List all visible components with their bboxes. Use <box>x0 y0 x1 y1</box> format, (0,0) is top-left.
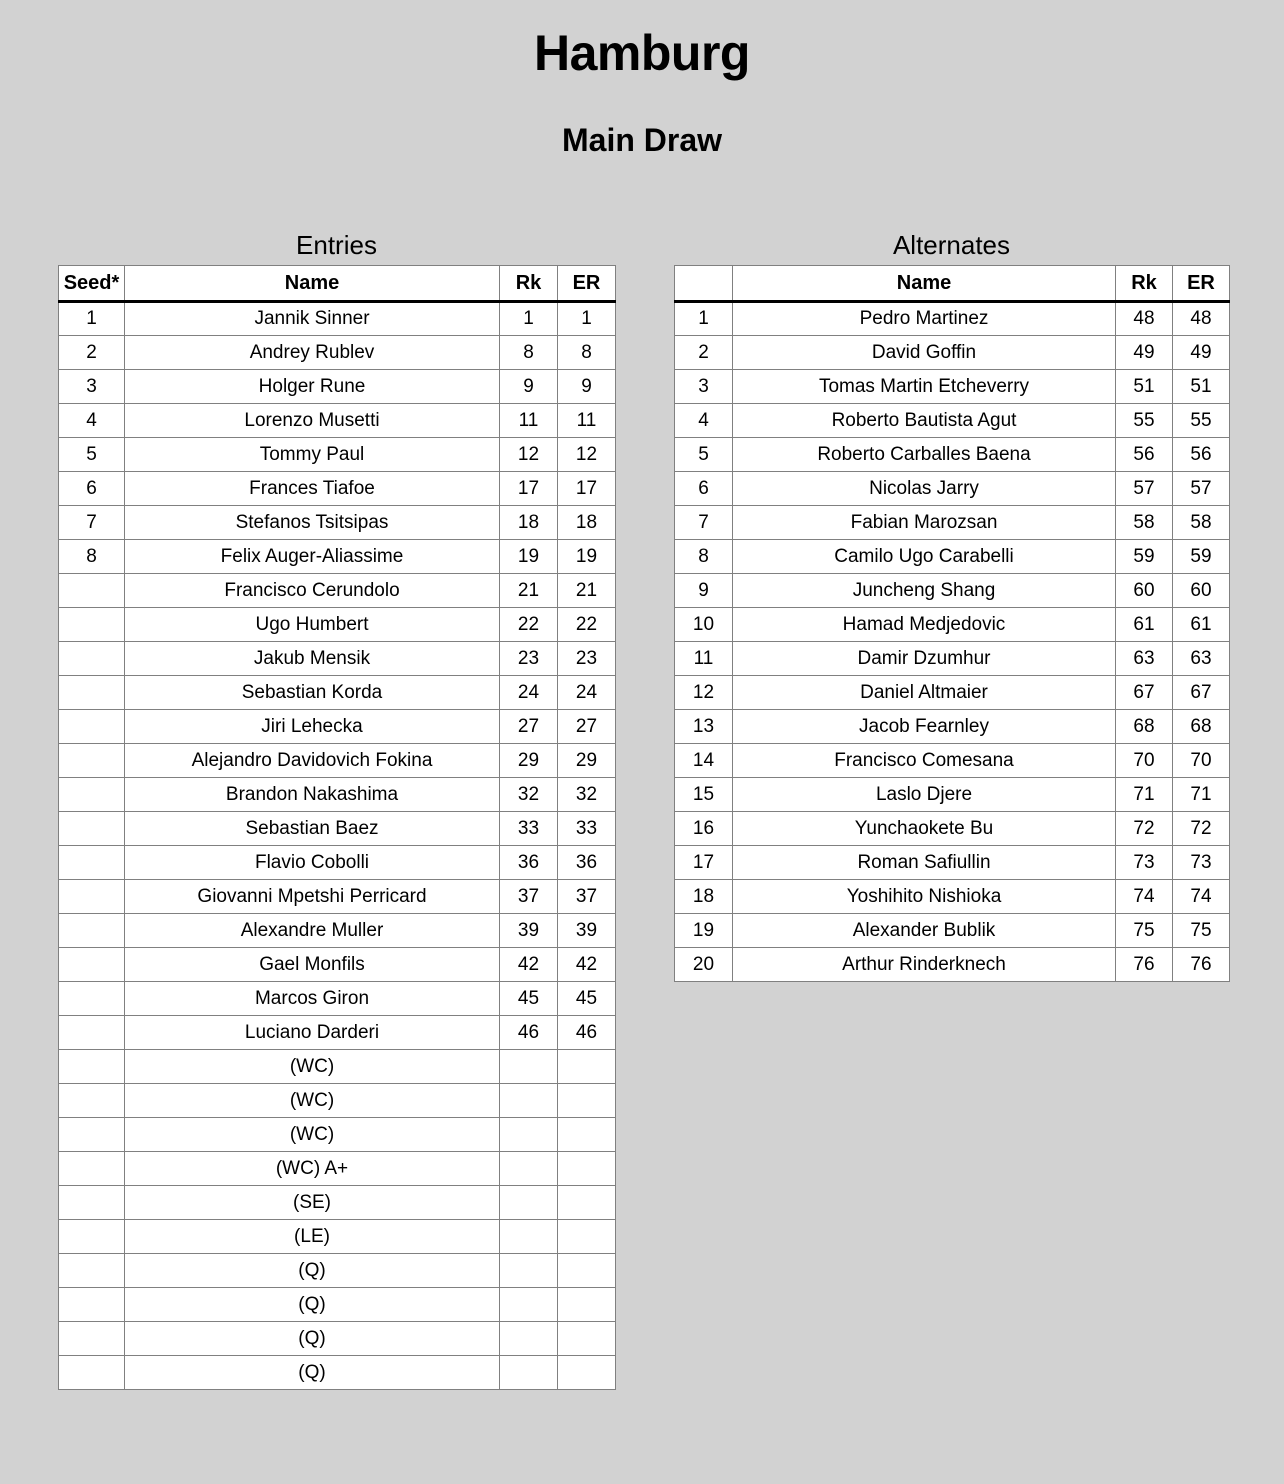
entries-row-rk: 23 <box>500 642 558 676</box>
entries-row-name: Felix Auger-Aliassime <box>125 540 500 574</box>
entries-row-er: 9 <box>558 370 616 404</box>
alternates-row-seed: 5 <box>675 438 733 472</box>
entries-section-title: Entries <box>296 230 377 260</box>
entries-row-name: Sebastian Korda <box>125 676 500 710</box>
table-row <box>675 608 1230 642</box>
entries-row-seed <box>59 1186 125 1220</box>
entries-row-er <box>558 1288 616 1322</box>
alternates-row-seed: 12 <box>675 676 733 710</box>
entries-row-name: (WC) <box>125 1050 500 1084</box>
alternates-row-rk: 67 <box>1116 676 1173 710</box>
table-row <box>675 472 1230 506</box>
entries-row-seed: 8 <box>59 540 125 574</box>
alternates-row-rk: 68 <box>1116 710 1173 744</box>
alternates-row-er: 75 <box>1173 914 1230 948</box>
entries-row-rk: 32 <box>500 778 558 812</box>
entries-row-seed: 7 <box>59 506 125 540</box>
alternates-row-rk: 72 <box>1116 812 1173 846</box>
entries-row-name: Sebastian Baez <box>125 812 500 846</box>
entries-row-name: (Q) <box>125 1356 500 1390</box>
alternates-row-er: 61 <box>1173 608 1230 642</box>
table-row <box>675 336 1230 370</box>
table-row <box>59 1254 616 1288</box>
entries-row-er: 17 <box>558 472 616 506</box>
entries-row-name: Holger Rune <box>125 370 500 404</box>
entries-row-er: 45 <box>558 982 616 1016</box>
page-subtitle: Main Draw <box>561 122 723 158</box>
entries-row-seed <box>59 710 125 744</box>
table-row <box>675 914 1230 948</box>
alternates-row-seed: 1 <box>675 302 733 336</box>
entries-row-seed <box>59 1016 125 1050</box>
entries-row-rk: 33 <box>500 812 558 846</box>
entries-row-er: 46 <box>558 1016 616 1050</box>
table-row <box>59 404 616 438</box>
entries-table-head <box>59 266 616 302</box>
table-row <box>59 1050 616 1084</box>
alternates-row-seed: 3 <box>675 370 733 404</box>
entries-row-rk: 9 <box>500 370 558 404</box>
table-row <box>675 540 1230 574</box>
table-row <box>59 710 616 744</box>
entries-row-rk: 39 <box>500 914 558 948</box>
entries-row-er <box>558 1186 616 1220</box>
table-row <box>675 642 1230 676</box>
alternates-row-name: Roberto Carballes Baena <box>733 438 1116 472</box>
alternates-table-head <box>675 266 1230 302</box>
table-row <box>59 1322 616 1356</box>
entries-row-seed <box>59 1220 125 1254</box>
alternates-row-seed: 17 <box>675 846 733 880</box>
alternates-row-rk: 75 <box>1116 914 1173 948</box>
alternates-row-er: 59 <box>1173 540 1230 574</box>
alternates-row-seed: 14 <box>675 744 733 778</box>
entries-row-name: Stefanos Tsitsipas <box>125 506 500 540</box>
table-row <box>59 1152 616 1186</box>
entries-row-seed <box>59 846 125 880</box>
entries-row-er: 18 <box>558 506 616 540</box>
alternates-row-er: 56 <box>1173 438 1230 472</box>
entries-row-name: Jannik Sinner <box>125 302 500 336</box>
entries-row-name: Giovanni Mpetshi Perricard <box>125 880 500 914</box>
entries-row-seed: 1 <box>59 302 125 336</box>
entries-row-seed <box>59 676 125 710</box>
alternates-row-rk: 56 <box>1116 438 1173 472</box>
entries-row-rk: 37 <box>500 880 558 914</box>
alternates-row-seed: 10 <box>675 608 733 642</box>
entries-row-rk: 29 <box>500 744 558 778</box>
alternates-row-rk: 51 <box>1116 370 1173 404</box>
table-row <box>59 574 616 608</box>
alternates-row-seed: 16 <box>675 812 733 846</box>
alternates-row-seed: 13 <box>675 710 733 744</box>
entries-row-rk: 11 <box>500 404 558 438</box>
table-row <box>59 880 616 914</box>
entries-row-seed <box>59 914 125 948</box>
alternates-row-er: 57 <box>1173 472 1230 506</box>
entries-row-name: Andrey Rublev <box>125 336 500 370</box>
alternates-row-rk: 49 <box>1116 336 1173 370</box>
alternates-row-er: 71 <box>1173 778 1230 812</box>
entries-row-name: Francisco Cerundolo <box>125 574 500 608</box>
entries-row-name: (Q) <box>125 1254 500 1288</box>
entries-row-seed <box>59 982 125 1016</box>
alternates-row-er: 49 <box>1173 336 1230 370</box>
table-row <box>675 846 1230 880</box>
alternates-row-rk: 61 <box>1116 608 1173 642</box>
entries-row-name: Brandon Nakashima <box>125 778 500 812</box>
table-row <box>675 302 1230 336</box>
entries-row-seed <box>59 1152 125 1186</box>
entries-row-seed <box>59 1118 125 1152</box>
entries-row-er: 37 <box>558 880 616 914</box>
table-row <box>59 472 616 506</box>
entries-row-name: (WC) A+ <box>125 1152 500 1186</box>
alternates-row-er: 67 <box>1173 676 1230 710</box>
entries-row-er <box>558 1322 616 1356</box>
alternates-row-name: Tomas Martin Etcheverry <box>733 370 1116 404</box>
alternates-row-er: 70 <box>1173 744 1230 778</box>
table-row <box>675 574 1230 608</box>
table-row <box>59 608 616 642</box>
table-row <box>675 506 1230 540</box>
alternates-row-rk: 60 <box>1116 574 1173 608</box>
entries-row-rk <box>500 1254 558 1288</box>
entries-row-er: 36 <box>558 846 616 880</box>
table-row <box>675 880 1230 914</box>
entries-row-seed <box>59 1050 125 1084</box>
alternates-row-er: 72 <box>1173 812 1230 846</box>
entries-row-rk <box>500 1152 558 1186</box>
entries-row-seed: 5 <box>59 438 125 472</box>
entries-row-er: 12 <box>558 438 616 472</box>
alternates-section-title: Alternates <box>892 230 1011 260</box>
entries-row-name: (WC) <box>125 1118 500 1152</box>
entries-row-seed <box>59 948 125 982</box>
entries-row-er: 22 <box>558 608 616 642</box>
entries-row-rk: 1 <box>500 302 558 336</box>
alternates-row-name: Pedro Martinez <box>733 302 1116 336</box>
alternates-row-name: Laslo Djere <box>733 778 1116 812</box>
entries-row-name: Alexandre Muller <box>125 914 500 948</box>
entries-table-block <box>58 228 615 1390</box>
entries-row-er: 32 <box>558 778 616 812</box>
table-row <box>59 1118 616 1152</box>
entries-row-er: 42 <box>558 948 616 982</box>
alternates-row-er: 58 <box>1173 506 1230 540</box>
table-row <box>59 1288 616 1322</box>
entries-row-rk: 19 <box>500 540 558 574</box>
entries-row-name: Frances Tiafoe <box>125 472 500 506</box>
alternates-row-name: Juncheng Shang <box>733 574 1116 608</box>
entries-row-rk <box>500 1186 558 1220</box>
alternates-row-seed: 4 <box>675 404 733 438</box>
entries-row-name: Flavio Cobolli <box>125 846 500 880</box>
alternates-row-rk: 71 <box>1116 778 1173 812</box>
entries-row-er: 27 <box>558 710 616 744</box>
alternates-row-name: Roberto Bautista Agut <box>733 404 1116 438</box>
entries-row-er <box>558 1356 616 1390</box>
table-row <box>675 948 1230 982</box>
alternates-row-rk: 74 <box>1116 880 1173 914</box>
entries-row-seed <box>59 812 125 846</box>
entries-row-name: Lorenzo Musetti <box>125 404 500 438</box>
table-row <box>59 948 616 982</box>
entries-row-seed <box>59 1322 125 1356</box>
entries-row-seed <box>59 574 125 608</box>
alternates-row-er: 51 <box>1173 370 1230 404</box>
alternates-row-rk: 70 <box>1116 744 1173 778</box>
table-row <box>675 744 1230 778</box>
table-row <box>59 1356 616 1390</box>
entries-row-er <box>558 1220 616 1254</box>
entries-row-rk: 8 <box>500 336 558 370</box>
alternates-row-rk: 57 <box>1116 472 1173 506</box>
entries-row-er: 19 <box>558 540 616 574</box>
alternates-row-rk: 48 <box>1116 302 1173 336</box>
entries-row-seed: 4 <box>59 404 125 438</box>
entries-col-header-rk: Rk <box>500 266 558 302</box>
entries-row-seed <box>59 608 125 642</box>
alternates-row-seed: 7 <box>675 506 733 540</box>
entries-row-name: Luciano Darderi <box>125 1016 500 1050</box>
alternates-row-name: Hamad Medjedovic <box>733 608 1116 642</box>
alternates-row-name: Roman Safiullin <box>733 846 1116 880</box>
table-row <box>59 336 616 370</box>
table-row <box>675 812 1230 846</box>
entries-row-rk <box>500 1288 558 1322</box>
alternates-table-body <box>675 302 1230 982</box>
alternates-row-er: 68 <box>1173 710 1230 744</box>
table-row <box>59 1084 616 1118</box>
entries-row-rk: 22 <box>500 608 558 642</box>
entries-col-header-name: Name <box>125 266 500 302</box>
entries-row-seed: 3 <box>59 370 125 404</box>
entries-row-name: Jiri Lehecka <box>125 710 500 744</box>
alternates-row-rk: 73 <box>1116 846 1173 880</box>
alternates-row-er: 63 <box>1173 642 1230 676</box>
alternates-row-name: Yunchaokete Bu <box>733 812 1116 846</box>
alternates-row-seed: 8 <box>675 540 733 574</box>
alternates-row-name: Arthur Rinderknech <box>733 948 1116 982</box>
alternates-row-rk: 55 <box>1116 404 1173 438</box>
entries-row-rk <box>500 1356 558 1390</box>
entries-row-seed <box>59 744 125 778</box>
entries-table-body <box>59 302 616 1390</box>
entries-row-er <box>558 1084 616 1118</box>
entries-row-seed <box>59 642 125 676</box>
table-row <box>59 438 616 472</box>
alternates-header-row <box>675 266 1230 302</box>
entries-row-seed <box>59 880 125 914</box>
alternates-table <box>674 265 1230 982</box>
alternates-row-er: 76 <box>1173 948 1230 982</box>
table-row <box>59 1186 616 1220</box>
alternates-row-rk: 59 <box>1116 540 1173 574</box>
table-row <box>59 370 616 404</box>
alternates-row-er: 74 <box>1173 880 1230 914</box>
entries-row-rk: 12 <box>500 438 558 472</box>
entries-row-rk: 21 <box>500 574 558 608</box>
alternates-row-er: 55 <box>1173 404 1230 438</box>
alternates-table-block <box>674 228 1229 982</box>
entries-row-name: Jakub Mensik <box>125 642 500 676</box>
alternates-row-seed: 18 <box>675 880 733 914</box>
table-row <box>59 812 616 846</box>
table-row <box>675 370 1230 404</box>
table-row <box>59 744 616 778</box>
entries-row-er <box>558 1118 616 1152</box>
table-row <box>59 914 616 948</box>
page-title: Hamburg <box>534 25 750 81</box>
entries-row-name: (Q) <box>125 1288 500 1322</box>
alternates-row-er: 60 <box>1173 574 1230 608</box>
table-row <box>59 302 616 336</box>
entries-row-name: (SE) <box>125 1186 500 1220</box>
alternates-row-name: Camilo Ugo Carabelli <box>733 540 1116 574</box>
table-row <box>59 778 616 812</box>
table-row <box>675 676 1230 710</box>
alternates-row-name: Nicolas Jarry <box>733 472 1116 506</box>
alternates-row-rk: 58 <box>1116 506 1173 540</box>
alternates-row-name: Francisco Comesana <box>733 744 1116 778</box>
entries-row-er: 21 <box>558 574 616 608</box>
entries-row-name: (WC) <box>125 1084 500 1118</box>
entries-row-name: Ugo Humbert <box>125 608 500 642</box>
table-row <box>59 506 616 540</box>
table-row <box>59 642 616 676</box>
entries-row-seed: 6 <box>59 472 125 506</box>
entries-row-er: 39 <box>558 914 616 948</box>
entries-row-rk <box>500 1050 558 1084</box>
table-row <box>59 846 616 880</box>
alternates-row-seed: 9 <box>675 574 733 608</box>
table-row <box>675 778 1230 812</box>
entries-row-rk: 18 <box>500 506 558 540</box>
alternates-row-seed: 20 <box>675 948 733 982</box>
entries-row-name: Marcos Giron <box>125 982 500 1016</box>
entries-row-name: Tommy Paul <box>125 438 500 472</box>
alternates-row-er: 73 <box>1173 846 1230 880</box>
entries-row-seed <box>59 1254 125 1288</box>
entries-row-rk <box>500 1220 558 1254</box>
table-row <box>59 1016 616 1050</box>
entries-row-seed <box>59 778 125 812</box>
entries-row-rk: 36 <box>500 846 558 880</box>
alternates-row-name: Fabian Marozsan <box>733 506 1116 540</box>
alternates-row-name: Jacob Fearnley <box>733 710 1116 744</box>
entries-row-name: (Q) <box>125 1322 500 1356</box>
entries-row-er <box>558 1050 616 1084</box>
table-row <box>59 982 616 1016</box>
entries-header-row <box>59 266 616 302</box>
alternates-col-header-index <box>675 266 733 302</box>
alternates-col-header-name: Name <box>733 266 1116 302</box>
alternates-row-name: Damir Dzumhur <box>733 642 1116 676</box>
entries-row-rk: 17 <box>500 472 558 506</box>
entries-row-er <box>558 1152 616 1186</box>
table-row <box>675 438 1230 472</box>
alternates-row-name: David Goffin <box>733 336 1116 370</box>
table-row <box>59 676 616 710</box>
alternates-row-seed: 6 <box>675 472 733 506</box>
entries-table <box>58 265 616 1390</box>
entries-row-rk: 27 <box>500 710 558 744</box>
entries-row-rk <box>500 1322 558 1356</box>
entries-row-er: 11 <box>558 404 616 438</box>
entries-col-header-er: ER <box>558 266 616 302</box>
entries-row-rk: 24 <box>500 676 558 710</box>
alternates-col-header-rk: Rk <box>1116 266 1173 302</box>
table-row <box>675 710 1230 744</box>
entries-row-er: 24 <box>558 676 616 710</box>
entries-col-header-seed: Seed* <box>59 266 125 302</box>
alternates-row-seed: 19 <box>675 914 733 948</box>
entries-row-name: Gael Monfils <box>125 948 500 982</box>
alternates-row-name: Yoshihito Nishioka <box>733 880 1116 914</box>
alternates-row-seed: 2 <box>675 336 733 370</box>
entries-row-er <box>558 1254 616 1288</box>
entries-row-rk: 46 <box>500 1016 558 1050</box>
entries-row-er: 23 <box>558 642 616 676</box>
entries-row-name: Alejandro Davidovich Fokina <box>125 744 500 778</box>
entries-row-name: (LE) <box>125 1220 500 1254</box>
entries-row-rk: 42 <box>500 948 558 982</box>
table-row <box>59 540 616 574</box>
alternates-row-rk: 63 <box>1116 642 1173 676</box>
alternates-row-name: Alexander Bublik <box>733 914 1116 948</box>
alternates-col-header-er: ER <box>1173 266 1230 302</box>
entries-row-er: 8 <box>558 336 616 370</box>
entries-row-rk <box>500 1118 558 1152</box>
table-row <box>59 1220 616 1254</box>
entries-row-er: 33 <box>558 812 616 846</box>
entries-row-er: 1 <box>558 302 616 336</box>
table-row <box>675 404 1230 438</box>
entries-row-seed: 2 <box>59 336 125 370</box>
alternates-row-name: Daniel Altmaier <box>733 676 1116 710</box>
alternates-row-seed: 15 <box>675 778 733 812</box>
entries-row-rk: 45 <box>500 982 558 1016</box>
entries-row-seed <box>59 1356 125 1390</box>
entries-row-seed <box>59 1288 125 1322</box>
alternates-row-rk: 76 <box>1116 948 1173 982</box>
alternates-row-er: 48 <box>1173 302 1230 336</box>
alternates-row-seed: 11 <box>675 642 733 676</box>
entries-row-rk <box>500 1084 558 1118</box>
entries-row-er: 29 <box>558 744 616 778</box>
entries-row-seed <box>59 1084 125 1118</box>
